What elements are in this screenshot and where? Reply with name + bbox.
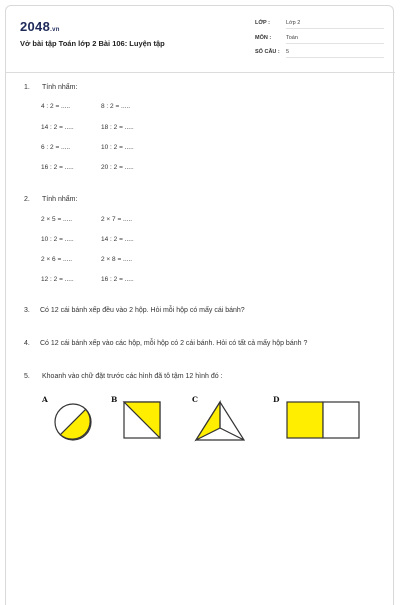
logo: 2048.vn (20, 19, 60, 34)
subject-value: Toán (286, 35, 384, 44)
q1-item: 14 : 2 = ..... (41, 124, 74, 131)
class-label: LỚP : (255, 20, 270, 26)
q1-item: 16 : 2 = ..... (41, 164, 74, 171)
q1-item: 10 : 2 = ..... (101, 144, 134, 151)
rectangle-empty-half (323, 402, 359, 438)
q1-title: Tính nhẩm: (42, 84, 78, 91)
q1-item: 8 : 2 = ..... (101, 103, 131, 110)
q1-item: 6 : 2 = ..... (41, 144, 71, 151)
figure-d-rectangle (285, 400, 361, 440)
q4-number: 4. (24, 340, 30, 347)
page-title: Vở bài tập Toán lớp 2 Bài 106: Luyện tập (20, 39, 165, 48)
q3-text: Có 12 cái bánh xếp đều vào 2 hộp. Hỏi mỗi hộp có mấy cái bánh? (40, 307, 245, 314)
q2-item: 16 : 2 = ..... (101, 276, 134, 283)
rectangle-shaded-half (287, 402, 323, 438)
figure-c-label[interactable]: C (192, 395, 198, 404)
q1-item: 20 : 2 = ..... (101, 164, 134, 171)
q5-text: Khoanh vào chữ đặt trước các hình đã tô tậm 12 hình đó : (42, 373, 223, 380)
q2-item: 2 × 8 = ..... (101, 256, 133, 263)
q3-number: 3. (24, 307, 30, 314)
figure-d-label[interactable]: D (273, 395, 280, 404)
question-count-label: SỐ CÂU : (255, 49, 280, 55)
q2-item: 10 : 2 = ..... (41, 236, 74, 243)
q2-item: 14 : 2 = ..... (101, 236, 134, 243)
q2-item: 2 × 6 = ..... (41, 256, 73, 263)
figure-b-label[interactable]: B (111, 395, 118, 404)
q1-item: 18 : 2 = ..... (101, 124, 134, 131)
figure-a-label[interactable]: A (42, 395, 48, 404)
class-value: Lớp 2 (286, 20, 384, 29)
q2-title: Tính nhẩm: (42, 196, 78, 203)
q2-number: 2. (24, 196, 30, 203)
figure-c-triangle (194, 400, 246, 444)
figure-b-square (122, 400, 162, 440)
figure-a-circle (51, 400, 95, 444)
worksheet (5, 5, 394, 605)
q1-item: 4 : 2 = ..... (41, 103, 71, 110)
q2-item: 2 × 7 = ..... (101, 216, 133, 223)
question-count-value: 5 (286, 49, 384, 58)
q1-number: 1. (24, 84, 30, 91)
header (6, 6, 395, 73)
subject-label: MÔN : (255, 35, 272, 41)
q4-text: Có 12 cái bánh xếp vào các hộp, mỗi hộp có 2 cái bánh. Hỏi có tất cả mấy hộp bánh ? (40, 340, 308, 347)
q5-number: 5. (24, 373, 30, 380)
q2-item: 12 : 2 = ..... (41, 276, 74, 283)
q2-item: 2 × 5 = ..... (41, 216, 73, 223)
